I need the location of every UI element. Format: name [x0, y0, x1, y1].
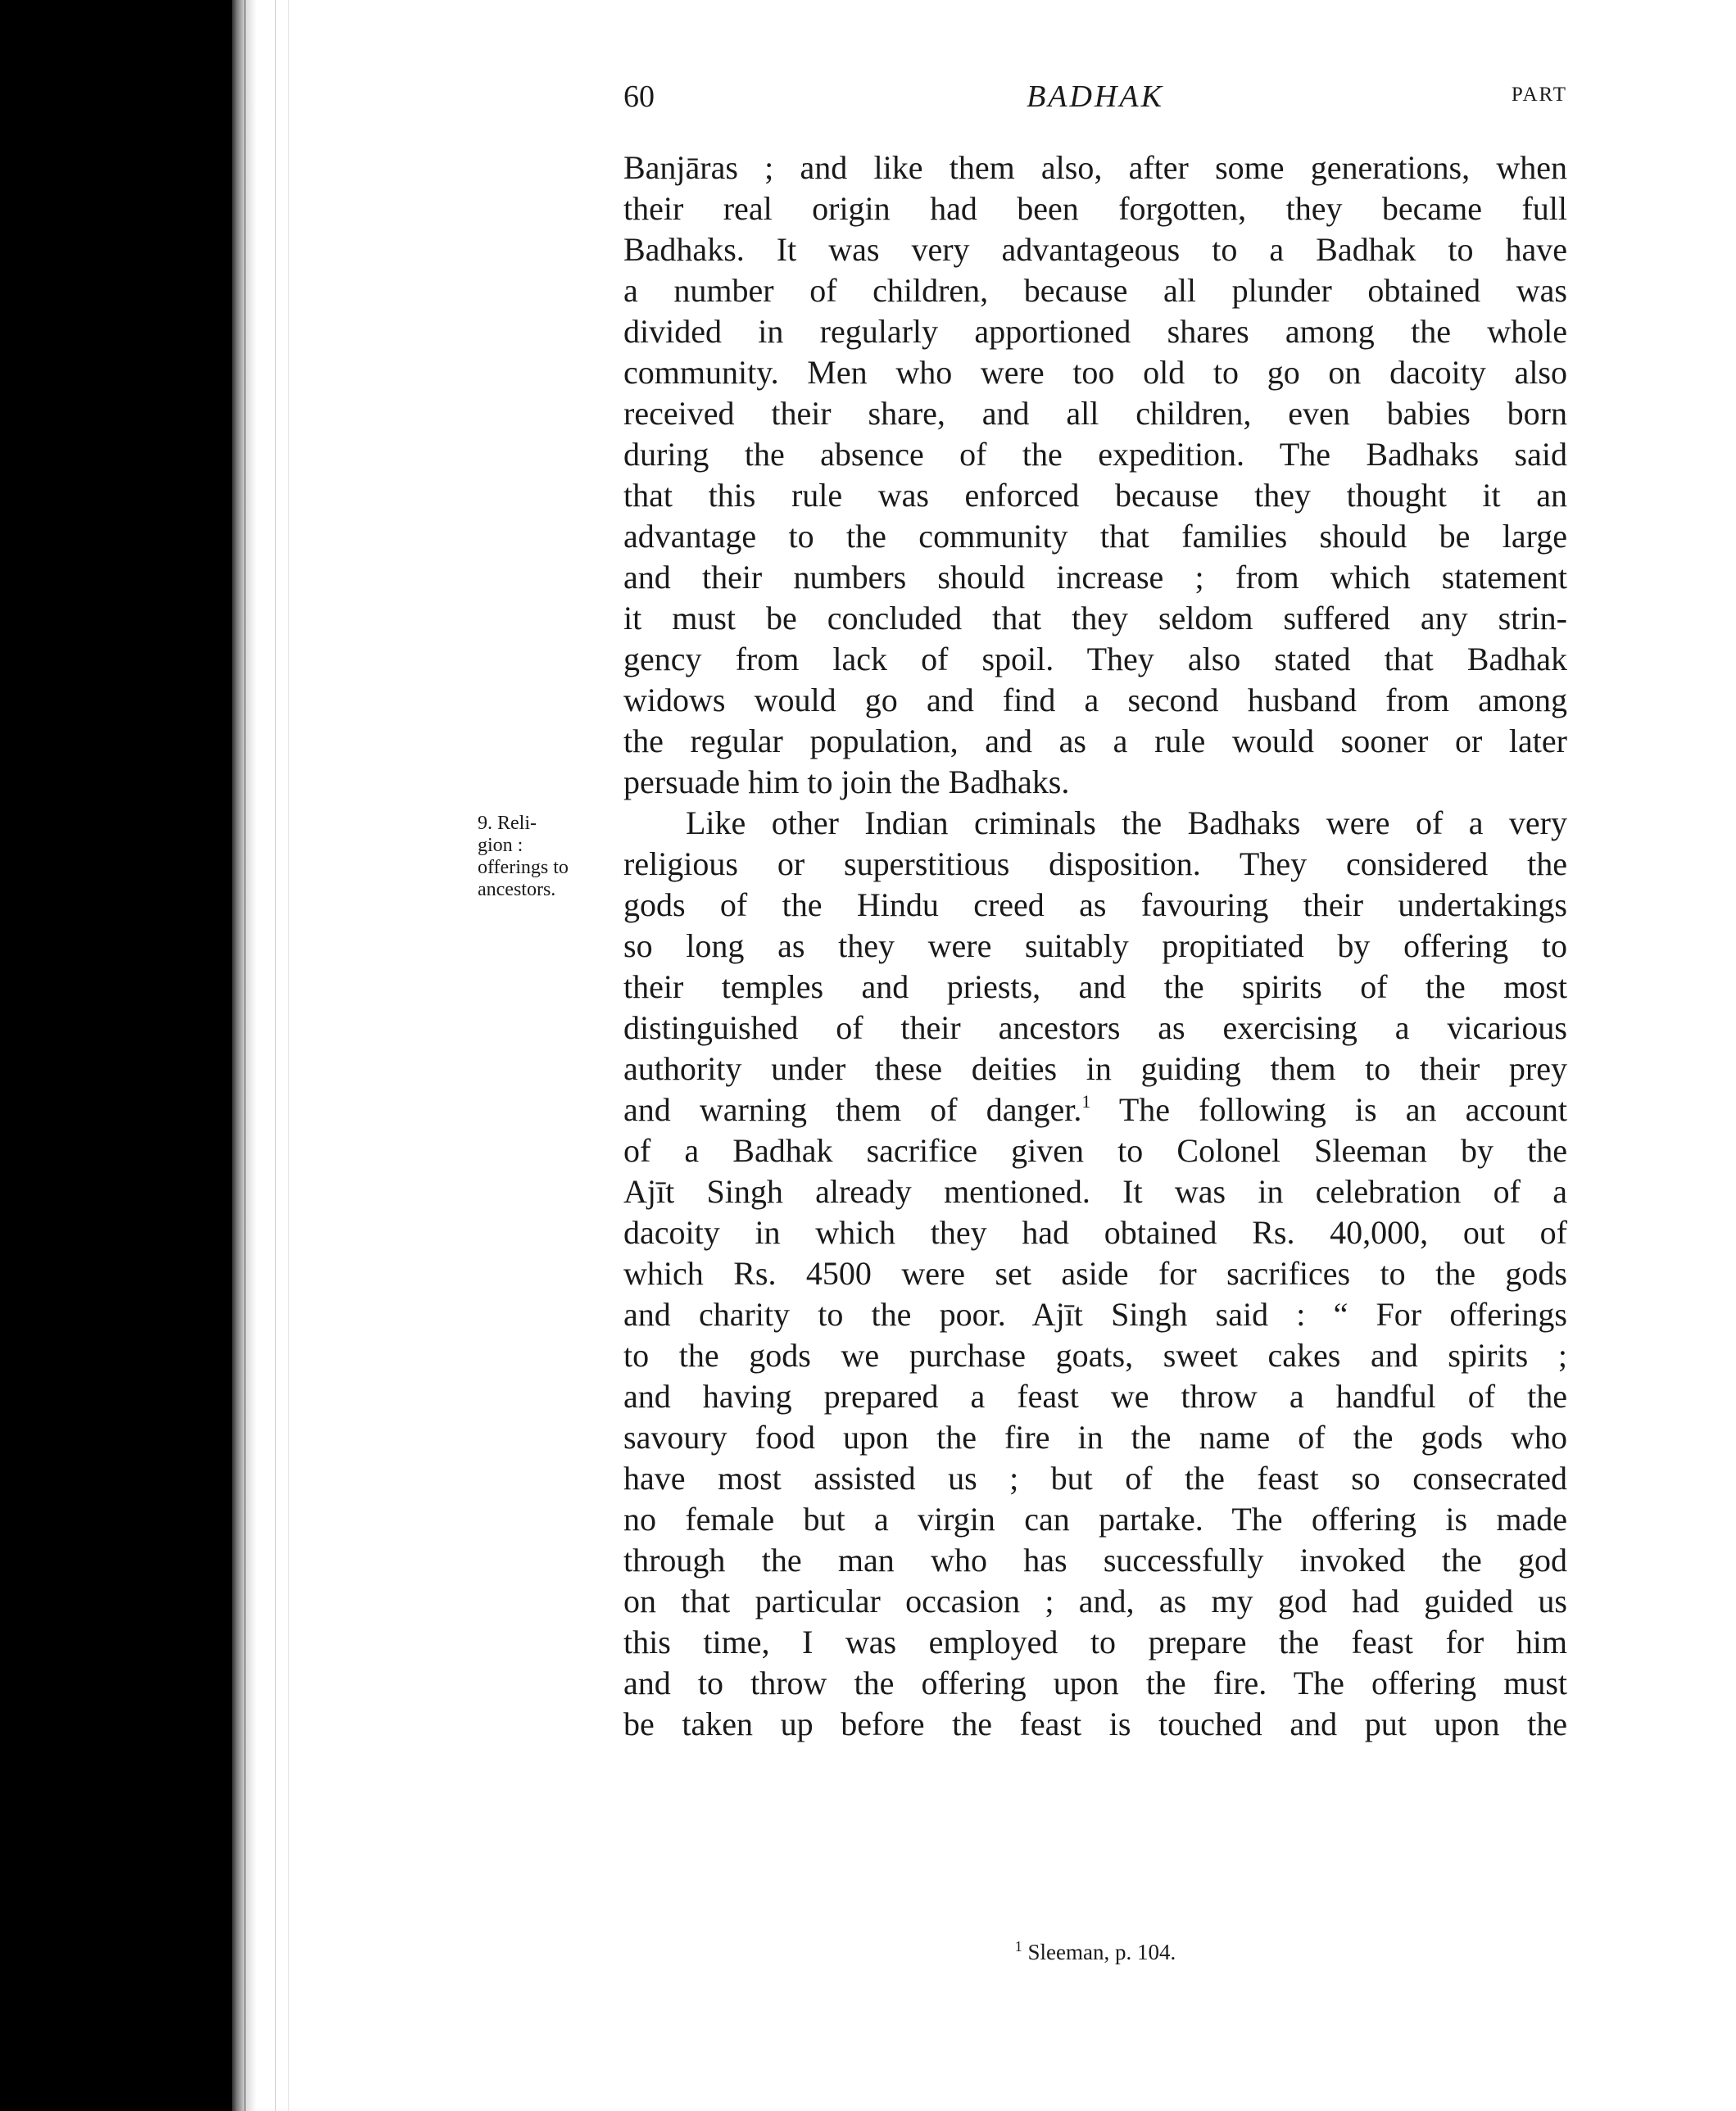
footnote-ref: 1 [1081, 1091, 1091, 1112]
text-line: gency from lack of spoil. They also stated that Badhak [623, 641, 1567, 677]
text-line: through the man who has successfully invoked the god [623, 1542, 1567, 1579]
text-line: the regular population, and as a rule would sooner or later [623, 723, 1567, 759]
text-line: savoury food upon the fire in the name of the gods who [623, 1419, 1567, 1456]
text-line: which Rs. 4500 were set aside for sacrifices to the gods [623, 1255, 1567, 1292]
text-line: and having prepared a feast we throw a handful of the [623, 1378, 1567, 1415]
text-line: and their numbers should increase ; from which statement [623, 559, 1567, 596]
text-line: on that particular occasion ; and, as my god had guided us [623, 1583, 1567, 1619]
text-line: their temples and priests, and the spirits of the most [623, 968, 1567, 1005]
body-text [623, 147, 1567, 1745]
text-line: it must be concluded that they seldom suffered any strin- [623, 600, 1567, 636]
running-section: PART [1511, 84, 1567, 106]
text-line-with-footnote-ref [623, 1089, 1567, 1130]
scan-binding-line [244, 0, 246, 2111]
margin-note [478, 813, 621, 901]
text-line: religious or superstitious disposition. They considered the [623, 845, 1567, 882]
margin-note-line: gion : [478, 835, 524, 856]
footnote-text: Sleeman, p. 104. [1027, 1940, 1176, 1964]
text-line: advantage to the community that families should be large [623, 518, 1567, 555]
text-line: Ajīt Singh already mentioned. It was in celebration of a [623, 1173, 1567, 1210]
margin-note-line: offerings to [478, 857, 569, 878]
margin-note-line: ancestors. [478, 879, 556, 900]
text-line: their real origin had been forgotten, they became full [623, 190, 1567, 227]
text-line: gods of the Hindu creed as favouring their undertakings [623, 886, 1567, 923]
text-line: no female but a virgin can partake. The offering is made [623, 1501, 1567, 1538]
running-title: BADHAK [1027, 79, 1164, 114]
text-line: so long as they were suitably propitiated by offering to [623, 927, 1567, 964]
text-line: community. Men who were too old to go on dacoity also [623, 354, 1567, 391]
text-line: of a Badhak sacrifice given to Colonel Sleeman by the [623, 1132, 1567, 1169]
scan-binding-line [288, 0, 289, 2111]
text-segment: The following is an account [1118, 1091, 1568, 1128]
text-line: this time, I was employed to prepare the feast for him [623, 1624, 1567, 1660]
text-line: a number of children, because all plunder obtained was [623, 272, 1567, 309]
text-line: be taken up before the feast is touched and put upon the [623, 1706, 1567, 1742]
scan-binding-shadow [0, 0, 232, 2111]
text-line: received their share, and all children, even babies born [623, 395, 1567, 432]
footnote-marker: 1 [1014, 1938, 1022, 1955]
text-line: that this rule was enforced because they thought it an [623, 477, 1567, 514]
text-line: and charity to the poor. Ajīt Singh said : “ For offerings [623, 1296, 1567, 1333]
text-line: dacoity in which they had obtained Rs. 40,000, out of [623, 1214, 1567, 1251]
text-line: Banjāras ; and like them also, after some generations, when [623, 149, 1567, 186]
text-line: persuade him to join the Badhaks. [623, 763, 1070, 800]
text-line: to the gods we purchase goats, sweet cakes and spirits ; [623, 1337, 1567, 1374]
text-line: authority under these deities in guiding them to their prey [623, 1050, 1567, 1087]
text-line: distinguished of their ancestors as exercising a vicarious [623, 1009, 1567, 1046]
footnote [623, 1940, 1567, 1965]
paragraph-start: Like other Indian criminals the Badhaks were of a very [686, 804, 1567, 841]
scan-binding-line [275, 0, 276, 2111]
text-segment: and warning them of danger. [623, 1091, 1082, 1128]
text-line: Badhaks. It was very advantageous to a Badhak to have [623, 231, 1567, 268]
running-head [623, 79, 1567, 125]
page-number: 60 [623, 79, 655, 114]
text-line: during the absence of the expedition. The Badhaks said [623, 436, 1567, 473]
text-line: have most assisted us ; but of the feast so consecrated [623, 1460, 1567, 1497]
text-line: widows would go and find a second husband from among [623, 682, 1567, 718]
text-line: and to throw the offering upon the fire. The offering must [623, 1665, 1567, 1701]
margin-note-line: 9. Reli- [478, 813, 537, 834]
text-line: divided in regularly apportioned shares among the whole [623, 313, 1567, 350]
